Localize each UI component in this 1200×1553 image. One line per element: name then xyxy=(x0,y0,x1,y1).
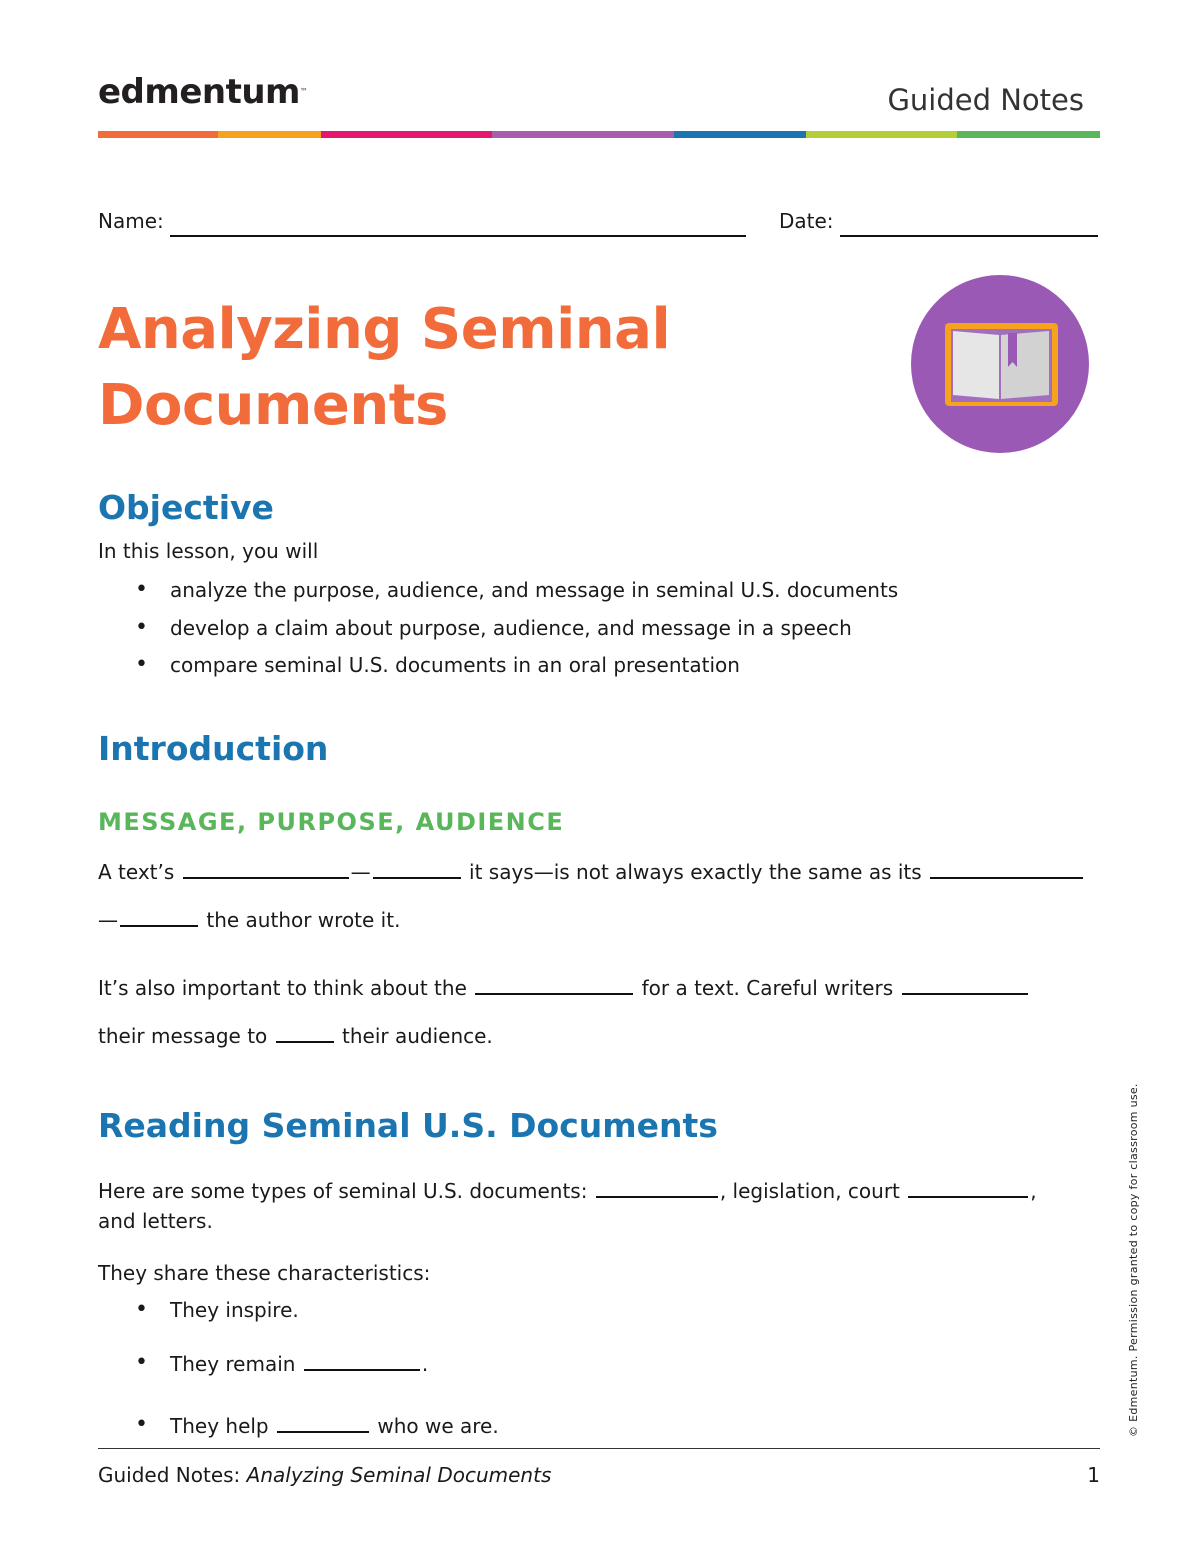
logo-trademark: ™ xyxy=(299,87,308,96)
blank-line[interactable] xyxy=(183,857,349,879)
blank-line[interactable] xyxy=(373,857,461,879)
text-segment: A text’s xyxy=(98,860,175,884)
reading-paragraph-2: They share these characteristics: xyxy=(98,1261,431,1285)
text-segment: . xyxy=(421,1352,429,1376)
color-bar-segment xyxy=(492,131,674,138)
text-segment: the author wrote it. xyxy=(206,908,401,932)
color-bar xyxy=(98,131,1100,138)
text-segment: their message to xyxy=(98,1024,268,1048)
color-bar-segment xyxy=(321,131,492,138)
name-label: Name: xyxy=(98,209,164,233)
intro-paragraph-1-line-2 xyxy=(98,905,400,934)
date-field[interactable] xyxy=(779,205,1098,237)
footer-document-title: Analyzing Seminal Documents xyxy=(246,1463,552,1487)
text-segment: They inspire. xyxy=(170,1298,299,1322)
list-item xyxy=(130,1411,499,1447)
title-line-1: Analyzing Seminal xyxy=(98,297,671,362)
text-segment: They remain xyxy=(170,1352,296,1376)
color-bar-segment xyxy=(674,131,806,138)
reading-paragraph-1-line-1 xyxy=(98,1176,1037,1205)
intro-paragraph-2-line-2 xyxy=(98,1021,493,1050)
color-bar-segment xyxy=(218,131,321,138)
blank-line[interactable] xyxy=(930,857,1083,879)
blank-line[interactable] xyxy=(277,1411,369,1433)
text-segment: , xyxy=(1030,1179,1037,1203)
permission-notice: © Edmentum. Permission granted to copy for classroom use. xyxy=(1127,1083,1140,1437)
page-number: 1 xyxy=(1087,1463,1100,1487)
date-label: Date: xyxy=(779,209,834,233)
page-title xyxy=(98,292,858,444)
text-segment: Here are some types of seminal U.S. documents: xyxy=(98,1179,588,1203)
text-segment: their audience. xyxy=(342,1024,493,1048)
color-bar-segment xyxy=(957,131,1100,138)
list-item: • compare seminal U.S. documents in an oral presentation xyxy=(130,651,898,688)
name-line[interactable] xyxy=(170,211,746,237)
blank-line[interactable] xyxy=(596,1176,718,1198)
text-segment: who we are. xyxy=(377,1414,499,1438)
introduction-heading: Introduction xyxy=(98,729,329,768)
list-item xyxy=(130,1349,499,1411)
color-bar-segment xyxy=(806,131,957,138)
text-segment: It’s also important to think about the xyxy=(98,976,467,1000)
message-purpose-audience-subheading: MESSAGE, PURPOSE, AUDIENCE xyxy=(98,808,565,836)
date-line[interactable] xyxy=(840,211,1098,237)
open-book-icon xyxy=(911,275,1089,453)
list-item: • develop a claim about purpose, audience, and message in a speech xyxy=(130,614,898,651)
reading-paragraph-1-line-2: and letters. xyxy=(98,1209,213,1233)
objective-list xyxy=(130,576,898,688)
blank-line[interactable] xyxy=(902,973,1028,995)
blank-line[interactable] xyxy=(908,1176,1028,1198)
characteristics-list xyxy=(130,1296,499,1447)
blank-line[interactable] xyxy=(475,973,633,995)
blank-line[interactable] xyxy=(120,905,198,927)
footer-prefix: Guided Notes: xyxy=(98,1463,247,1487)
text-segment: — xyxy=(98,908,118,932)
list-item xyxy=(130,1296,499,1349)
reading-heading: Reading Seminal U.S. Documents xyxy=(98,1106,718,1145)
objective-intro: In this lesson, you will xyxy=(98,539,319,563)
text-segment: They help xyxy=(170,1414,269,1438)
footer-rule xyxy=(98,1448,1100,1449)
blank-line[interactable] xyxy=(304,1349,420,1371)
title-line-2: Documents xyxy=(98,373,448,438)
intro-paragraph-2-line-1 xyxy=(98,973,1030,1002)
footer-title xyxy=(98,1461,551,1489)
blank-line[interactable] xyxy=(276,1021,334,1043)
color-bar-segment xyxy=(98,131,218,138)
text-segment: , legislation, court xyxy=(719,1179,900,1203)
text-segment: — xyxy=(350,860,371,884)
intro-paragraph-1-line-1 xyxy=(98,857,1085,886)
text-segment: for a text. Careful writers xyxy=(641,976,894,1000)
header-label: Guided Notes xyxy=(887,83,1084,117)
list-item: • analyze the purpose, audience, and message in seminal U.S. documents xyxy=(130,576,898,614)
objective-heading: Objective xyxy=(98,488,274,527)
logo-text: edmentum xyxy=(98,72,300,112)
edmentum-logo xyxy=(98,72,307,112)
name-field[interactable] xyxy=(98,205,746,237)
text-segment: it says—is not always exactly the same as its xyxy=(469,860,922,884)
